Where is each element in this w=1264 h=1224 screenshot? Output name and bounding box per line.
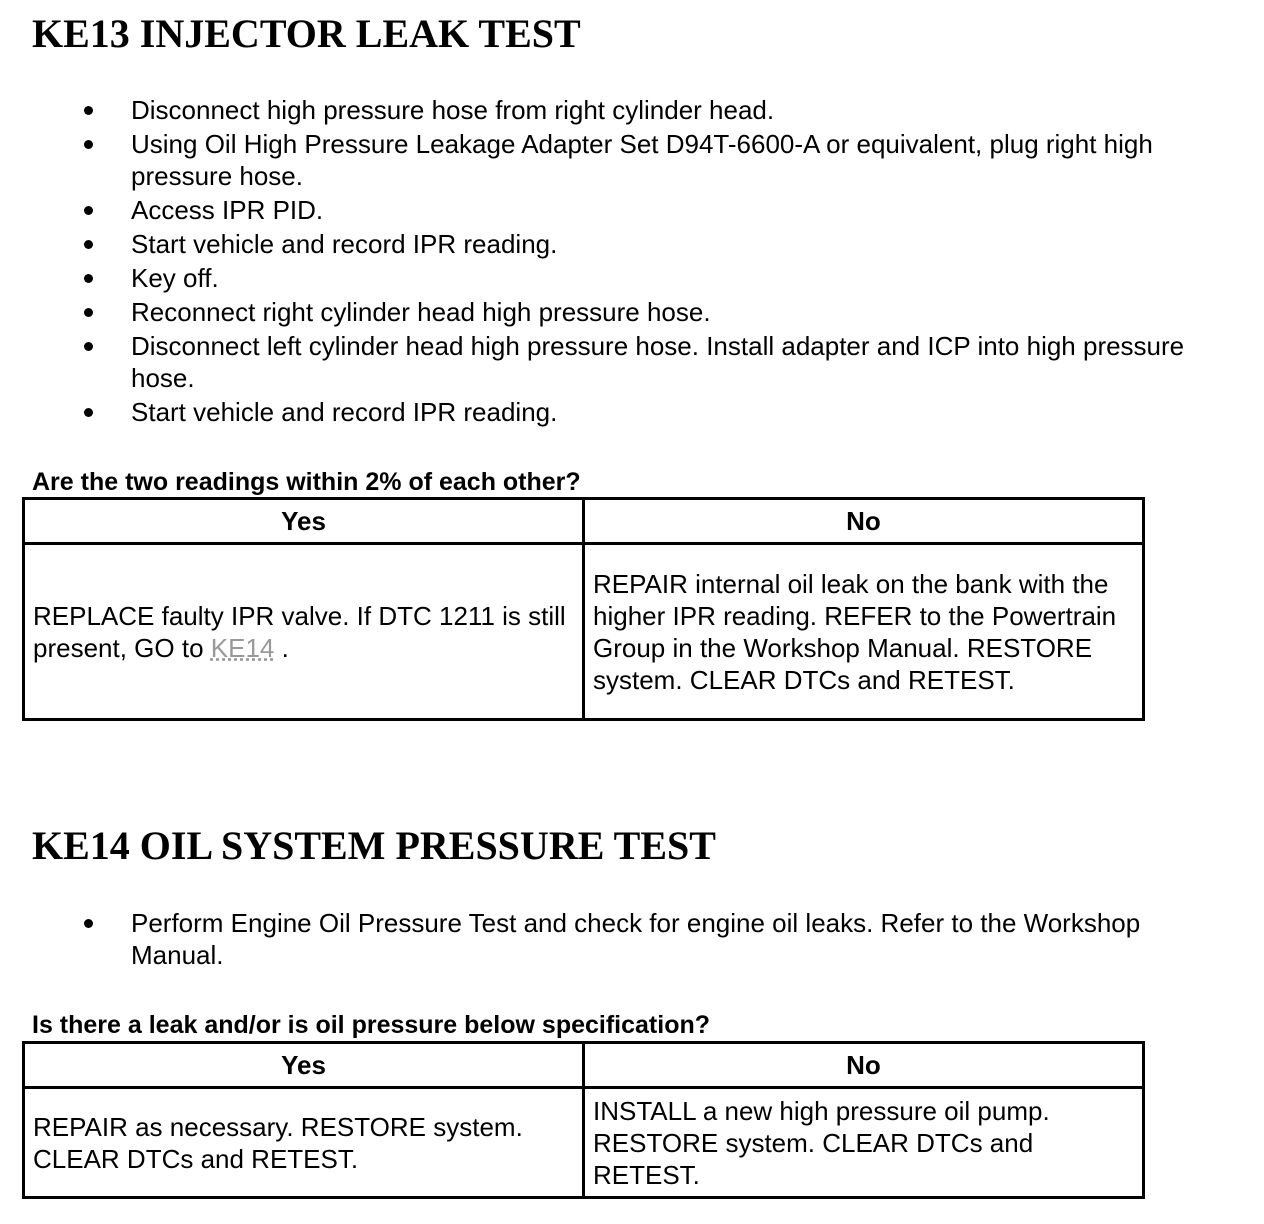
bullet-icon	[84, 140, 93, 149]
list-item: Perform Engine Oil Pressure Test and check for engine oil leaks. Refer to the Workshop Manual.	[0, 907, 1231, 971]
no-header: No	[584, 499, 1144, 544]
ke14-title: KE14 OIL SYSTEM PRESSURE TEST	[32, 823, 716, 868]
yes-cell: REPAIR as necessary. RESTORE system. CLEAR DTCs and RETEST.	[24, 1088, 584, 1198]
bullet-icon	[84, 240, 93, 249]
bullet-icon	[84, 206, 93, 215]
list-item: Reconnect right cylinder head high pressure hose.	[0, 296, 1231, 328]
bullet-icon	[84, 408, 93, 417]
ke13-step-list	[0, 94, 1231, 430]
ke14-decision-table	[22, 1041, 1145, 1199]
yes-header: Yes	[24, 1043, 584, 1088]
list-item: Using Oil High Pressure Leakage Adapter Set D94T-6600-A or equivalent, plug right high pressure hose.	[0, 128, 1231, 192]
bullet-icon	[84, 919, 93, 928]
list-item: Key off.	[0, 262, 1231, 294]
no-cell: INSTALL a new high pressure oil pump. RESTORE system. CLEAR DTCs and RETEST.	[584, 1088, 1144, 1198]
list-item: Disconnect high pressure hose from right cylinder head.	[0, 94, 1231, 126]
list-item: Start vehicle and record IPR reading.	[0, 396, 1231, 428]
bullet-icon	[84, 106, 93, 115]
ke14-question: Is there a leak and/or is oil pressure below specification?	[32, 1011, 711, 1039]
bullet-icon	[84, 342, 93, 351]
bullet-icon	[84, 274, 93, 283]
ke14-step-list	[0, 907, 1231, 973]
yes-cell: REPLACE faulty IPR valve. If DTC 1211 is still present, GO to KE14 .	[24, 544, 584, 720]
no-cell: REPAIR internal oil leak on the bank with the higher IPR reading. REFER to the Powertrain Group in the Workshop Manual. RESTORE system. CLEAR DTCs and RETEST.	[584, 544, 1144, 720]
list-item: Start vehicle and record IPR reading.	[0, 228, 1231, 260]
list-item: Access IPR PID.	[0, 194, 1231, 226]
ke14-link[interactable]: KE14	[210, 632, 275, 663]
bullet-icon	[84, 308, 93, 317]
ke13-decision-table	[22, 497, 1145, 721]
ke13-question: Are the two readings within 2% of each other?	[32, 468, 581, 496]
ke13-title: KE13 INJECTOR LEAK TEST	[32, 11, 581, 56]
no-header: No	[584, 1043, 1144, 1088]
list-item: Disconnect left cylinder head high pressure hose. Install adapter and ICP into high pressure hose.	[0, 330, 1231, 394]
yes-header: Yes	[24, 499, 584, 544]
